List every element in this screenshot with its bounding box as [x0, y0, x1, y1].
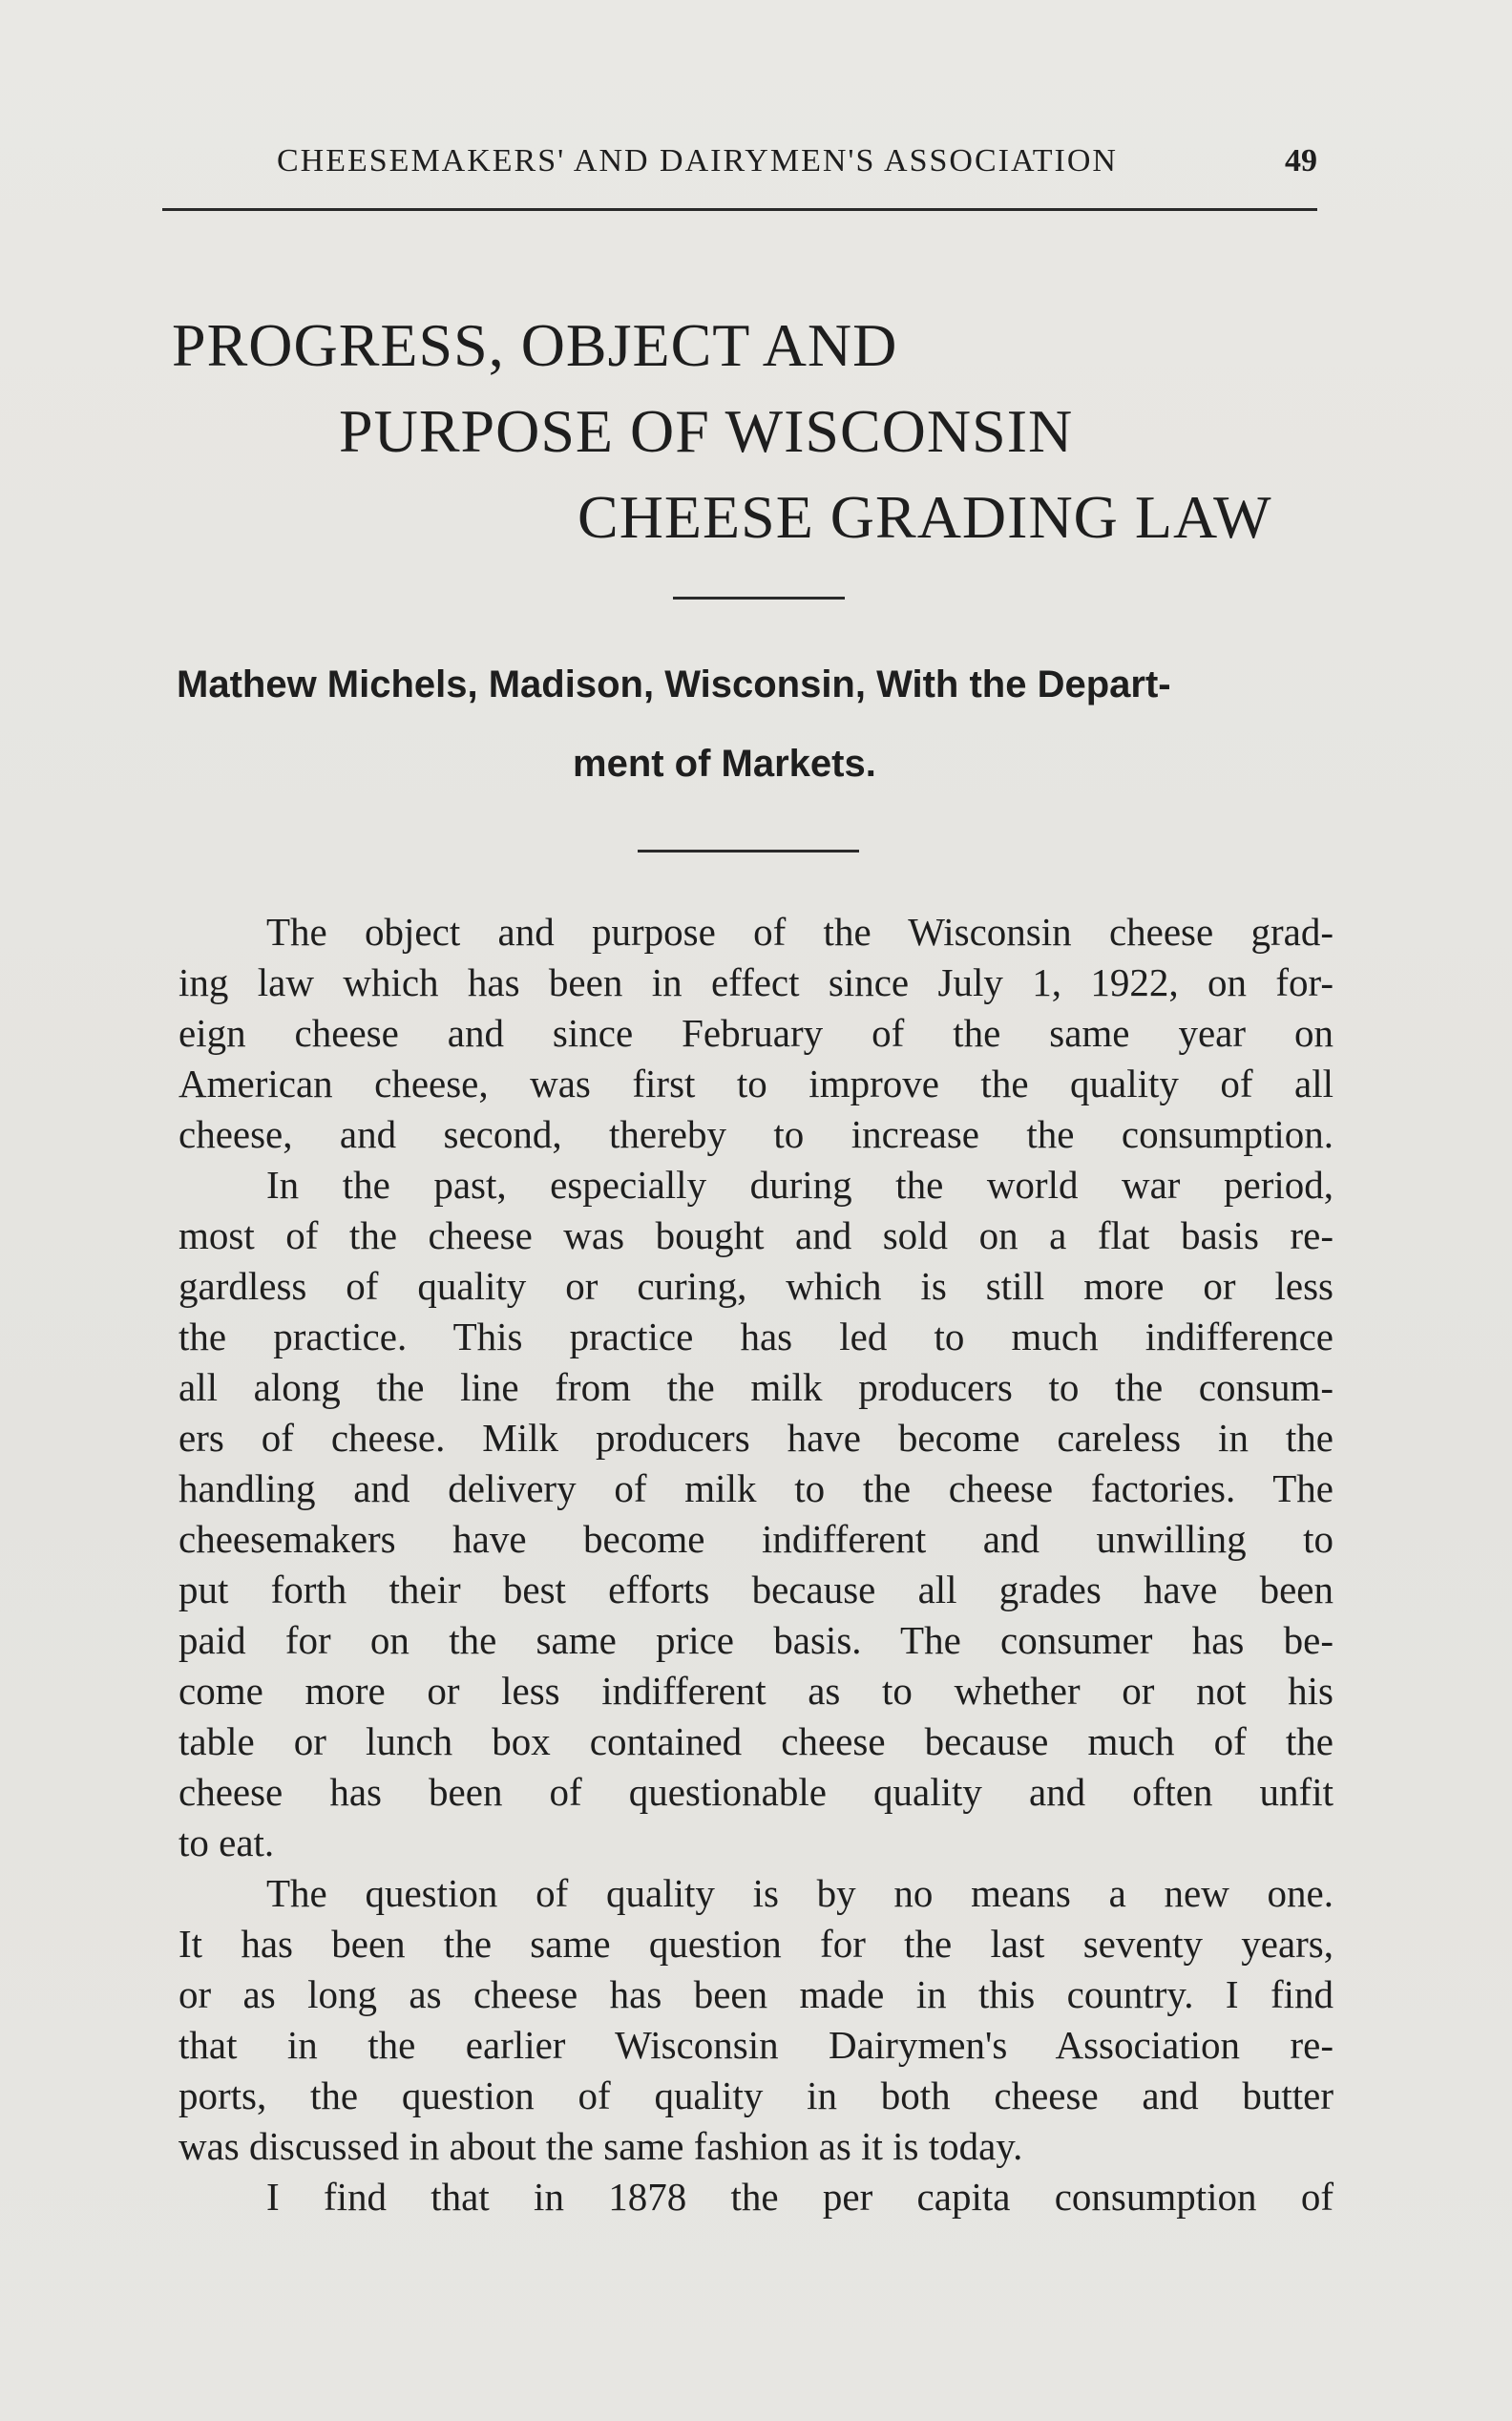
body-line: all along the line from the milk producers to the consum- — [178, 1365, 1334, 1409]
body-line: American cheese, was first to improve the quality of all — [178, 1062, 1334, 1105]
article-body — [178, 907, 1334, 2222]
body-line: handling and delivery of milk to the cheese factories. The — [178, 1466, 1334, 1510]
body-line: In the past, especially during the world war period, — [266, 1163, 1334, 1207]
body-line: the practice. This practice has led to much indifference — [178, 1315, 1334, 1358]
body-line: cheesemakers have become indifferent and unwilling to — [178, 1517, 1334, 1561]
page-number: 49 — [1285, 143, 1317, 179]
body-line: ing law which has been in effect since July 1, 1922, on for- — [178, 960, 1334, 1004]
body-line: ers of cheese. Milk producers have become careless in the — [178, 1416, 1334, 1460]
body-line: The question of quality is by no means a new one. — [266, 1871, 1334, 1915]
body-line: It has been the same question for the last seventy years, — [178, 1922, 1334, 1966]
body-line: The object and purpose of the Wisconsin cheese grad- — [266, 910, 1334, 954]
body-line: gardless of quality or curing, which is still more or less — [178, 1264, 1334, 1308]
body-line: cheese, and second, thereby to increase the consumption. — [178, 1112, 1334, 1156]
body-line: I find that in 1878 the per capita consumption of — [266, 2175, 1334, 2219]
body-line: ports, the question of quality in both cheese and butter — [178, 2074, 1334, 2117]
running-head-title: CHEESEMAKERS' AND DAIRYMEN'S ASSOCIATION — [277, 143, 1118, 179]
body-line: come more or less indifferent as to whether or not his — [178, 1669, 1334, 1713]
author-line-2: ment of Markets. — [573, 743, 876, 785]
author-line-1: Mathew Michels, Madison, Wisconsin, With the Depart- — [177, 663, 1171, 705]
article-title-line-1: PROGRESS, OBJECT AND — [172, 311, 898, 379]
body-line: eign cheese and since February of the same year on — [178, 1011, 1334, 1055]
article-title-line-2: PURPOSE OF WISCONSIN — [339, 397, 1074, 465]
body-line: most of the cheese was bought and sold on a flat basis re- — [178, 1213, 1334, 1257]
body-line: paid for on the same price basis. The consumer has be- — [178, 1618, 1334, 1662]
body-line: to eat. — [178, 1821, 275, 1864]
title-divider-rule — [673, 597, 845, 600]
body-line: or as long as cheese has been made in this country. I find — [178, 1972, 1334, 2016]
body-line: was discussed in about the same fashion as it is today. — [178, 2124, 1023, 2168]
running-head-rule — [162, 208, 1317, 211]
body-line: table or lunch box contained cheese because much of the — [178, 1719, 1334, 1763]
article-title-line-3: CHEESE GRADING LAW — [578, 483, 1272, 551]
running-head — [162, 143, 1317, 191]
body-line: cheese has been of questionable quality and often unfit — [178, 1770, 1334, 1814]
body-line: that in the earlier Wisconsin Dairymen's Association re- — [178, 2023, 1334, 2067]
body-line: put forth their best efforts because all grades have been — [178, 1568, 1334, 1611]
author-divider-rule — [638, 850, 859, 853]
